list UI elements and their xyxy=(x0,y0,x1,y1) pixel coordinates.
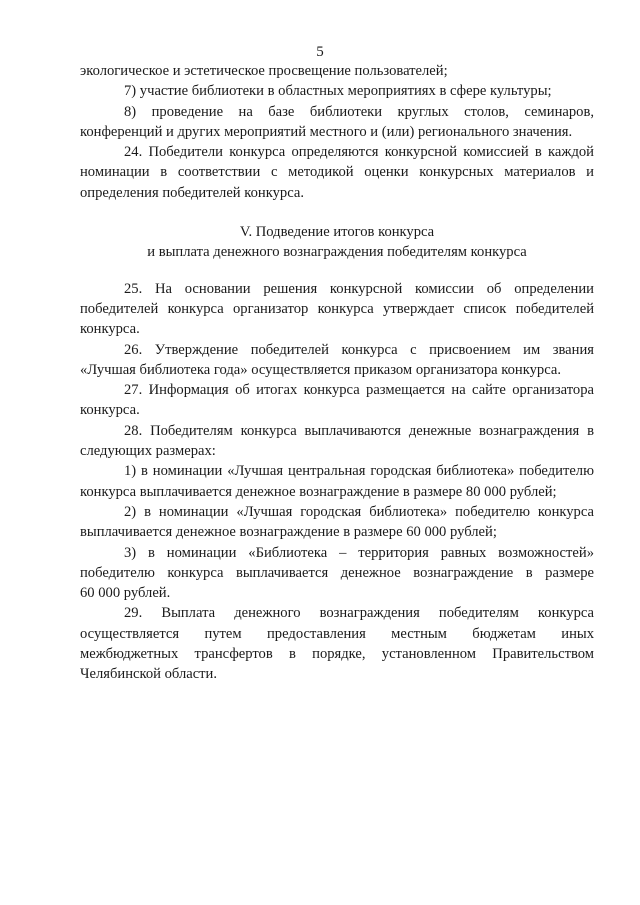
spacer xyxy=(80,263,594,279)
text-line: 1) в номинации «Лучшая центральная городская библиотека» победителю xyxy=(124,463,594,480)
section-heading xyxy=(80,222,594,263)
text-line: конкурса выплачивается денежное вознаграждение в размере 80 000 рублей; xyxy=(80,483,557,500)
text-line: осуществляется путем предоставления местным бюджетам иных xyxy=(80,625,594,642)
text-line: межбюджетных трансфертов в порядке, установленном Правительством xyxy=(80,646,594,663)
text-line: следующих размерах: xyxy=(80,443,216,460)
text-line: 26. Утверждение победителей конкурса с присвоением им звания xyxy=(124,341,594,358)
section-heading-line-1: V. Подведение итогов конкурса xyxy=(239,224,435,241)
text-line: выплачивается денежное вознаграждение в размере 60 000 рублей; xyxy=(80,524,497,541)
document-body xyxy=(80,61,594,685)
text-line: победителей конкурса организатор конкурса утверждает список победителей xyxy=(80,300,594,317)
text-line: 60 000 рублей. xyxy=(80,585,171,602)
text-line: «Лучшая библиотека года» осуществляется приказом организатора конкурса. xyxy=(80,361,561,378)
text-line: экологическое и эстетическое просвещение пользователей; xyxy=(80,63,448,79)
text-line: 29. Выплата денежного вознаграждения победителям конкурса xyxy=(124,605,594,622)
page-number: 5 xyxy=(316,44,324,60)
text-line: конференций и других мероприятий местного и (или) регионального значения. xyxy=(80,123,573,140)
bottom-text-block xyxy=(80,279,594,685)
text-line: победителю конкурса выплачивается денежное вознаграждение в размере xyxy=(80,564,594,581)
text-line: 28. Победителям конкурса выплачиваются денежные вознаграждения в xyxy=(124,422,594,439)
text-line: определения победителей конкурса. xyxy=(80,184,304,201)
text-line: 2) в номинации «Лучшая городская библиотека» победителю конкурса xyxy=(124,503,594,520)
text-line: 7) участие библиотеки в областных мероприятиях в сфере культуры; xyxy=(124,83,552,100)
text-line: Челябинской области. xyxy=(80,666,218,683)
text-line: конкурса. xyxy=(80,402,140,419)
spacer xyxy=(80,203,594,222)
text-line: конкурса. xyxy=(80,321,140,338)
text-line: 24. Победители конкурса определяются конкурсной комиссией в каждой xyxy=(124,144,594,161)
text-line: 3) в номинации «Библиотека – территория равных возможностей» xyxy=(124,544,594,561)
top-text-block xyxy=(80,61,594,203)
text-line: 27. Информация об итогах конкурса размещается на сайте организатора xyxy=(124,382,594,399)
section-heading-line-2: и выплата денежного вознаграждения победителям конкурса xyxy=(147,244,527,261)
text-line: 8) проведение на базе библиотеки круглых столов, семинаров, xyxy=(124,103,594,120)
text-line: номинации в соответствии с методикой оценки конкурсных материалов и xyxy=(80,164,594,181)
text-line: 25. На основании решения конкурсной комиссии об определении xyxy=(124,280,594,297)
